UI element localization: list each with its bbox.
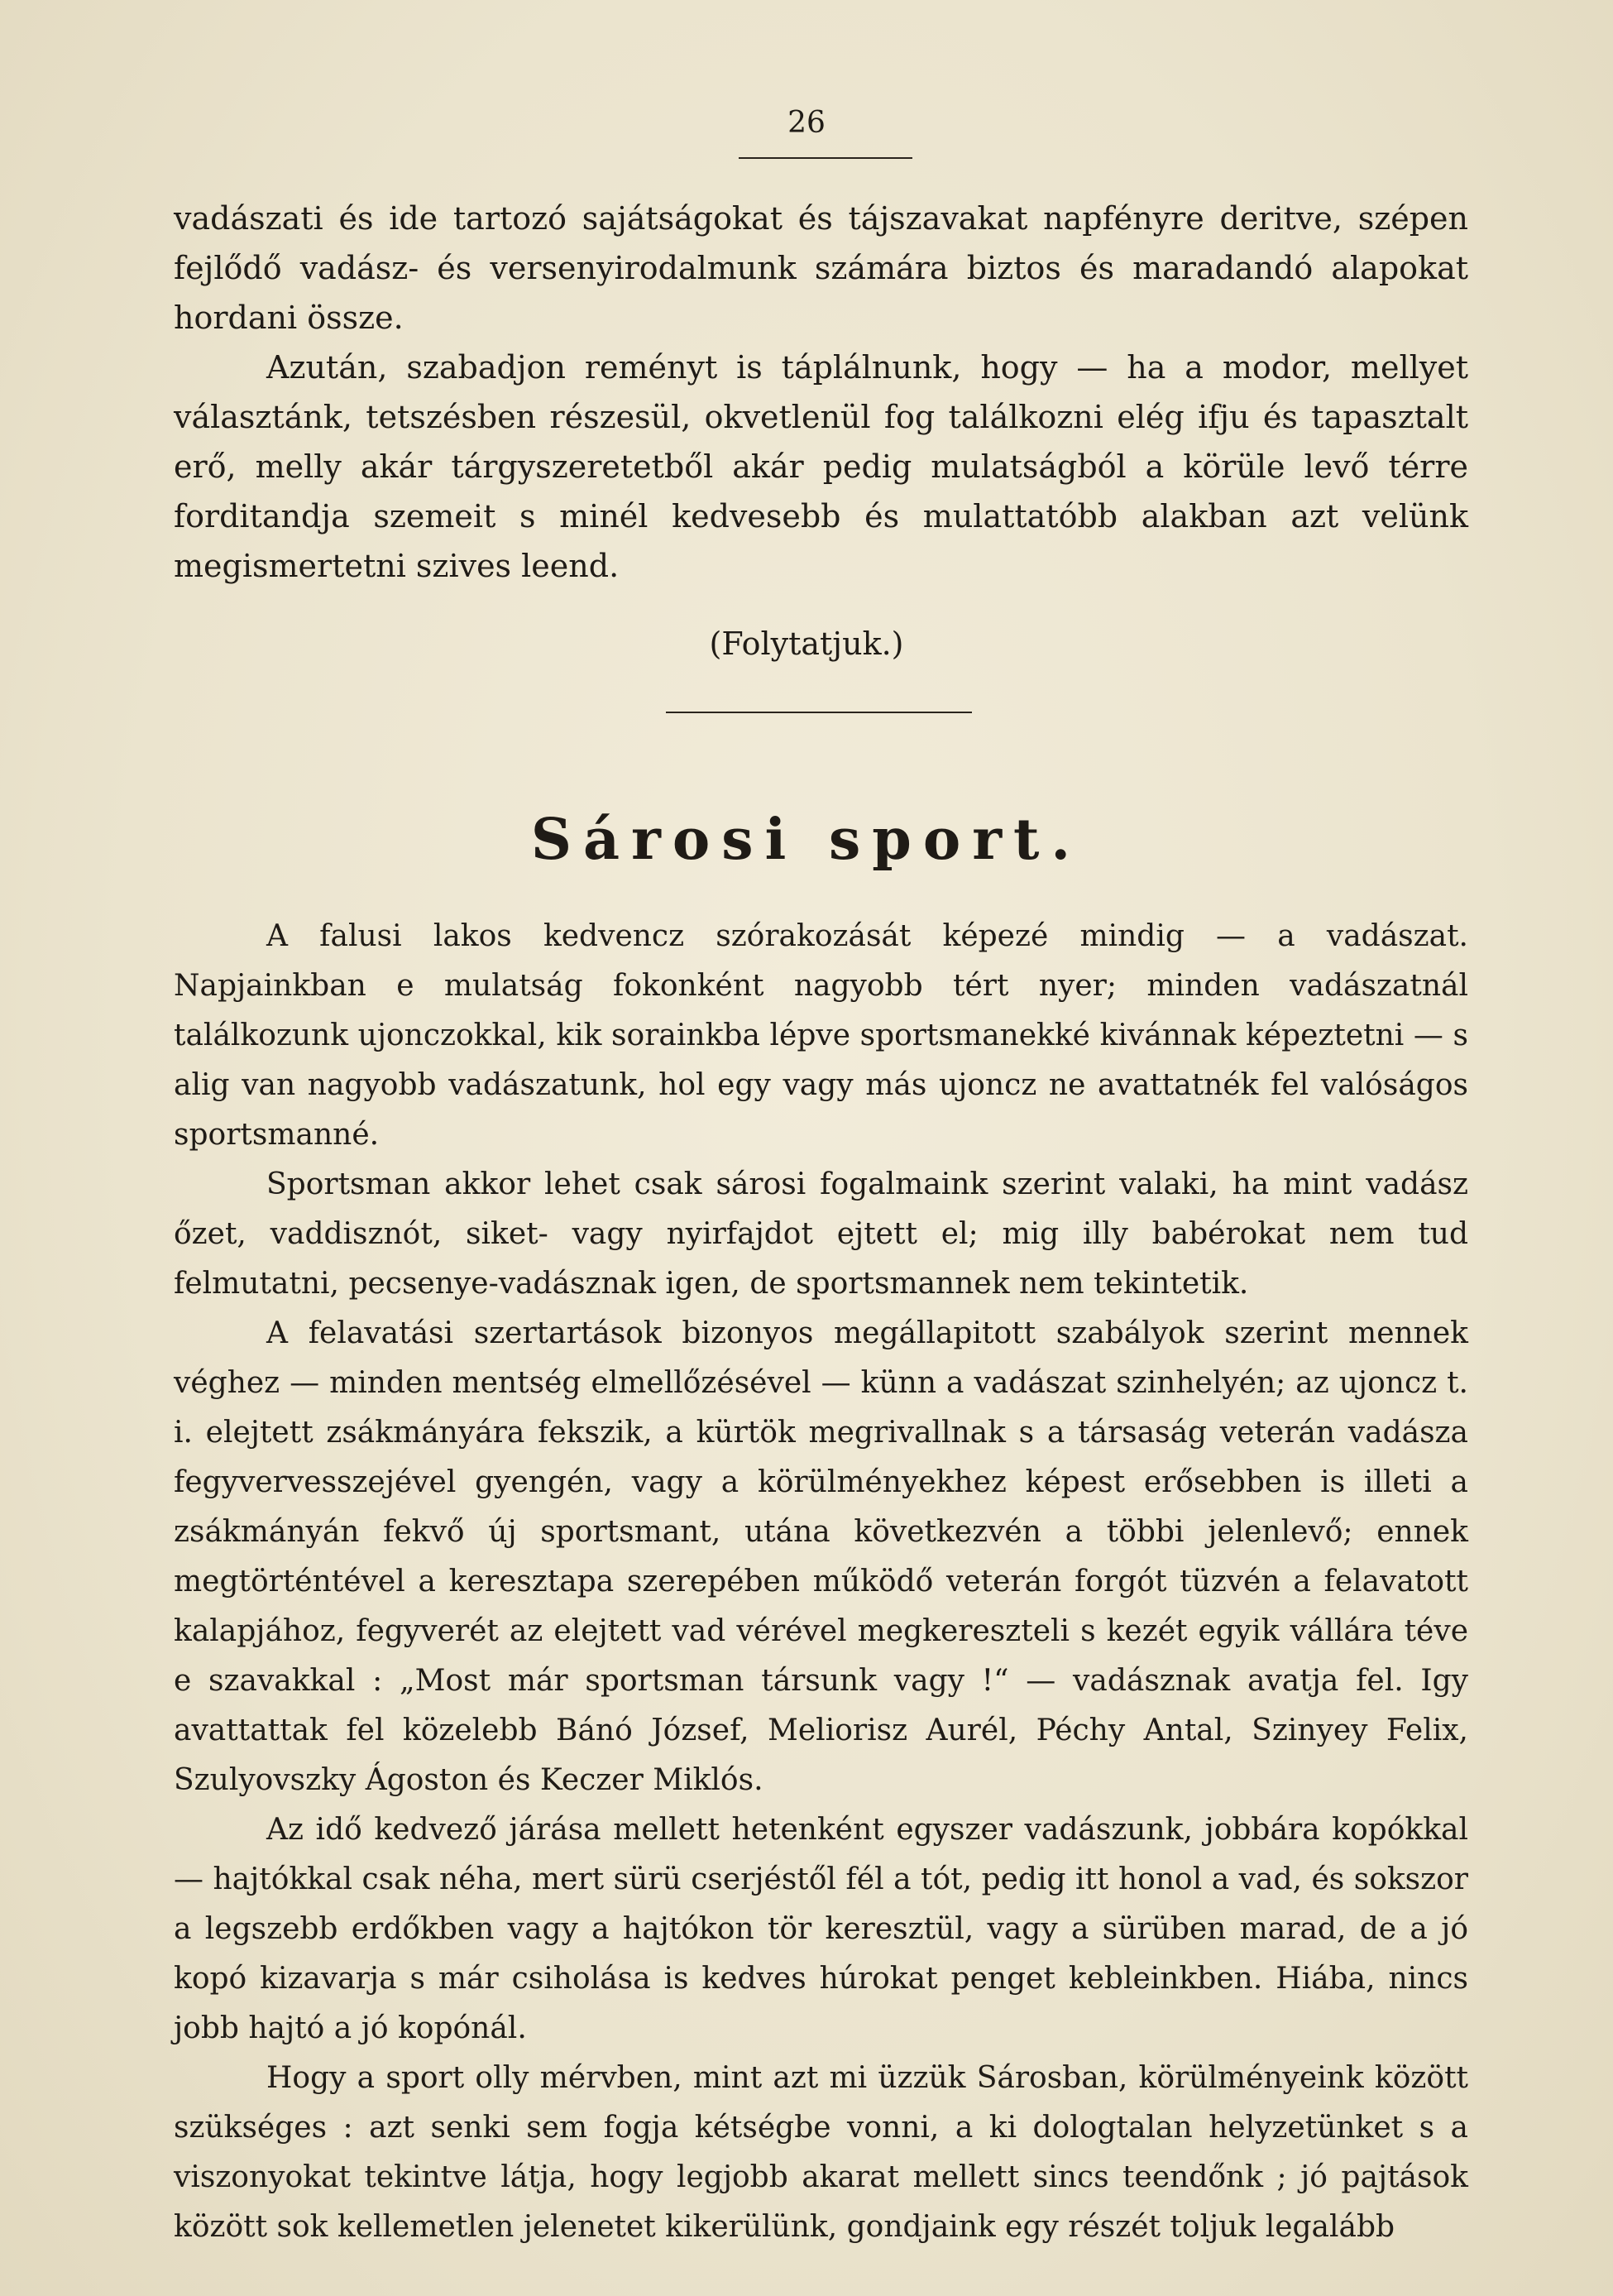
page-number-rule: [739, 157, 912, 159]
continued-note: (Folytatjuk.): [709, 626, 904, 662]
article-paragraph: Sportsman akkor lehet csak sárosi fogalmaink szerint valaki, ha mint vadász őzet, vaddisznót, siket- vagy nyirfajdot ejtett el; mig illy babérokat nem tud felmutatni, pecsenye-vadásznak igen, de sportsmannek nem tekintetik.: [174, 1167, 1468, 1301]
article-paragraph: A felavatási szertartások bizonyos megállapitott szabályok szerint mennek véghez — minden mentség elmellőzésével — künn a vadászat szinhelyén; az ujoncz t. i. elejtett zsákmányára fekszik, a kürtök megrivallnak s a társaság veterán vadásza fegyvervesszejével gyengén, vagy a körülményekhez képest erősebben is illeti a zsákmányán fekvő új sportsmant, utána következvén a többi jelenlevő; ennek megtörténtével a keresztapa szerepében működő veterán forgót tüzvén a felavatott kalapjához, fegyverét az elejtett vad vérével megkereszteli s kezét egyik vállára téve e szavakkal : „Most már sportsman társunk vagy !“ — vadásznak avatja fel. Igy avattattak fel közelebb Bánó József, Meliorisz Aurél, Péchy Antal, Szinyey Felix, Szulyovszky Ágoston és Keczer Miklós.: [174, 1316, 1468, 1797]
article-paragraph: Hogy a sport olly mérvben, mint azt mi üzzük Sárosban, körülményeink között szükséges : azt senki sem fogja kétségbe vonni, a ki dologtalan helyzetünket s a viszonyokat tekintve látja, hogy legjobb akarat mellett sincs teendőnk ; jó pajtások között sok kellemetlen jelenetet kikerülünk, gondjaink egy részét toljuk legalább: [174, 2061, 1468, 2244]
section-separator-rule: [666, 712, 972, 713]
intro-text: [174, 194, 1468, 591]
page-number: 26: [787, 106, 826, 140]
article-paragraph: Az idő kedvező járása mellett hetenként egyszer vadászunk, jobbára kopókkal — hajtókkal csak néha, mert sürü cserjéstől fél a tót, pedig itt honol a vad, és sokszor a legszebb erdőkben vagy a hajtókon tör keresztül, vagy a sürüben marad, de a jó kopó kizavarja s már csiholása is kedves húrokat penget kebleinkben. Hiába, nincs jobb hajtó a jó kopónál.: [174, 1813, 1468, 2045]
intro-paragraph: Azután, szabadjon reményt is táplálnunk, hogy — ha a modor, mellyet választánk, tetszésben részesül, okvetlenül fog találkozni elég ifju és tapasztalt erő, melly akár tárgyszeretetből akár pedig mulatságból a körüle levő térre forditandja szemeit s minél kedvesebb és mulattatóbb alakban azt velünk megismertetni szives leend.: [174, 349, 1468, 584]
article-paragraph: A falusi lakos kedvencz szórakozását képezé mindig — a vadászat. Napjainkban e mulatság fokonként nagyobb tért nyer; minden vadászatnál találkozunk ujonczokkal, kik sorainkba lépve sportsmanekké kivánnak képeztetni — s alig van nagyobb vadászatunk, hol egy vagy más ujoncz ne avattatnék fel valóságos sportsmanné.: [174, 919, 1468, 1152]
article-title: Sárosi sport.: [530, 807, 1083, 873]
intro-paragraph-continuation: vadászati és ide tartozó sajátságokat és tájszavakat napfényre deritve, szépen fejlődő vadász- és versenyirodalmunk számára biztos és maradandó alapokat hordani össze.: [174, 200, 1468, 336]
article-body: [174, 912, 1468, 2252]
